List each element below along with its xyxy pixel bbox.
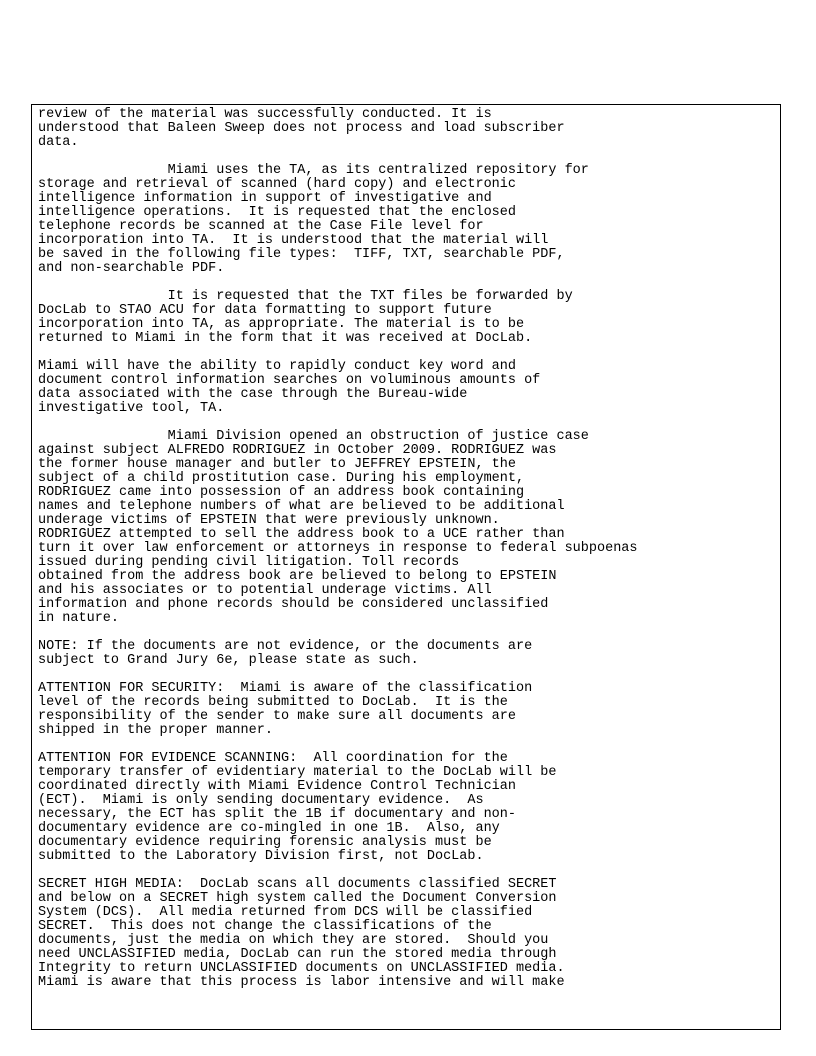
paragraph-txt-forwarding: It is requested that the TXT files be forwarded by DocLab to STAO ACU for data formatting to support future incorporation into TA, as appropriate. The material is to be returned to Miami in the form that it was received at DocLab. [38,289,573,346]
document-page-frame [31,104,781,1030]
paragraph-review-conducted: review of the material was successfully conducted. It is understood that Baleen Sweep does not process and load subscriber data. [38,107,565,150]
paragraph-secret-high-media: SECRET HIGH MEDIA: DocLab scans all documents classified SECRET and below on a SECRET high system called the Document Conversion System (DCS). All media returned from DCS will be classified SECRET. This does not change the classifications of the documents, just the media on which they are stored. Should you need UNCLASSIFIED media, DocLab can run the stored media through Integrity to return UNCLASSIFIED documents on UNCLASSIFIED media. Miami is aware that this process is labor intensive and will make [38,877,565,990]
paragraph-attention-security: ATTENTION FOR SECURITY: Miami is aware of the classification level of the records being submitted to DocLab. It is the responsibility of the sender to make sure all documents are shipped in the proper manner. [38,681,533,738]
paragraph-note-evidence: NOTE: If the documents are not evidence, or the documents are subject to Grand Jury 6e, please state as such. [38,639,533,668]
paragraph-ta-repository: Miami uses the TA, as its centralized repository for storage and retrieval of scanned (hard copy) and electronic intelligence information in support of investigative and intelligence operations. It is requested that the enclosed telephone records be scanned at the Case File level for incorporation into TA. It is understood that the material will be saved in the following file types: TIFF, TXT, searchable PDF, and non-searchable PDF. [38,163,589,276]
paragraph-attention-evidence-scanning: ATTENTION FOR EVIDENCE SCANNING: All coordination for the temporary transfer of evidentiary material to the DocLab will be coordinated directly with Miami Evidence Control Technician (ECT). Miami is only sending documentary evidence. As necessary, the ECT has split the 1B if documentary and non- documentary evidence are co-mingled in one 1B. Also, any documentary evidence requiring forensic analysis must be submitted to the Laboratory Division first, not DocLab. [38,751,557,864]
paragraph-case-background: Miami Division opened an obstruction of justice case against subject ALFREDO RODRIGUEZ in October 2009. RODRIGUEZ was the former house manager and butler to JEFFREY EPSTEIN, the subject of a child prostitution case. During his employment, RODRIGUEZ came into possession of an address book containing names and telephone numbers of what are believed to be additional underage victims of EPSTEIN that were previously unknown. RODRIGUEZ attempted to sell the address book to a UCE rather than turn it over law enforcement or attorneys in response to federal subpoenas issued during pending civil litigation. Toll records obtained from the address book are believed to belong to EPSTEIN and his associates or to potential underage victims. All information and phone records should be considered unclassified in nature. [38,429,638,626]
paragraph-keyword-search: Miami will have the ability to rapidly conduct key word and document control information searches on voluminous amounts of data associated with the case through the Bureau-wide investigative tool, TA. [38,359,541,416]
